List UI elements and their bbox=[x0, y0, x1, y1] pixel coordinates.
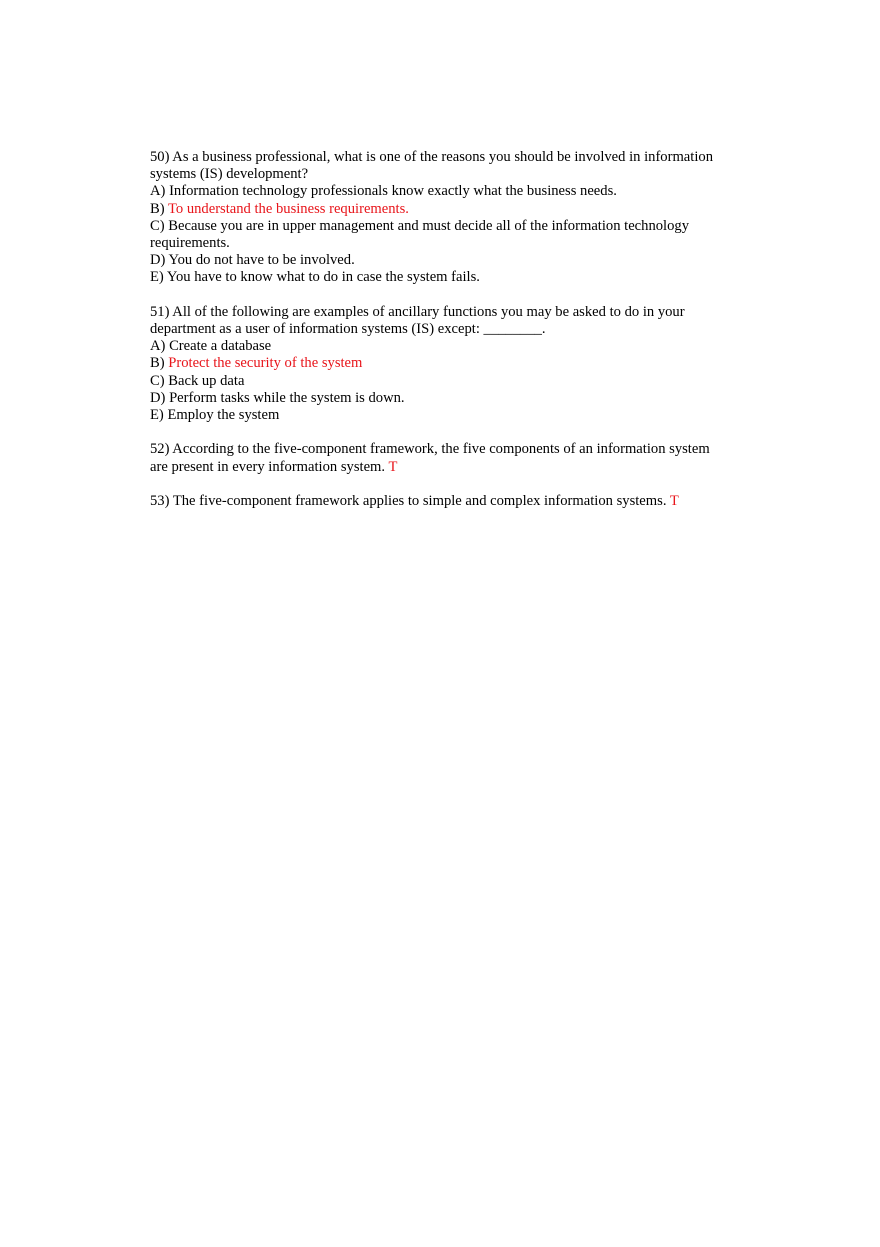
option-c: C) Because you are in upper management and must decide all of the information technology bbox=[150, 217, 689, 234]
option-a: A) Information technology professionals know exactly what the business needs. bbox=[150, 183, 617, 200]
question-stem: systems (IS) development? bbox=[150, 166, 309, 183]
question-stem-last: are present in every information system. T bbox=[150, 458, 398, 475]
question-51 bbox=[150, 304, 750, 424]
option-c: C) Back up data bbox=[150, 372, 245, 389]
option-d: D) Perform tasks while the system is down. bbox=[150, 389, 405, 406]
option-text: Information technology professionals know exactly what the business needs. bbox=[169, 183, 617, 200]
option-text: Protect the security of the system bbox=[168, 355, 363, 372]
option-text: Because you are in upper management and must decide all of the information technology bbox=[168, 217, 689, 234]
option-text: Employ the system bbox=[167, 407, 280, 424]
option-d: D) You do not have to be involved. bbox=[150, 252, 355, 269]
option-text: To understand the business requirements. bbox=[167, 200, 409, 217]
option-c-continued: requirements. bbox=[150, 235, 230, 252]
question-stem: 51) All of the following are examples of ancillary functions you may be asked to do in your bbox=[150, 303, 685, 320]
option-e: E) You have to know what to do in case the system fails. bbox=[150, 269, 480, 286]
document-page bbox=[150, 149, 750, 527]
option-a: A) Create a database bbox=[150, 338, 272, 355]
question-52 bbox=[150, 441, 750, 475]
option-text: Create a database bbox=[169, 338, 272, 355]
question-50 bbox=[150, 149, 750, 287]
option-b-correct: B) Protect the security of the system bbox=[150, 355, 363, 372]
option-e: E) Employ the system bbox=[150, 407, 280, 424]
option-text: Perform tasks while the system is down. bbox=[169, 389, 405, 406]
answer-true: T bbox=[669, 493, 679, 510]
question-53 bbox=[150, 493, 750, 510]
question-stem: 52) According to the five-component framework, the five components of an information system bbox=[150, 441, 710, 458]
option-text: You do not have to be involved. bbox=[168, 252, 355, 269]
answer-true: T bbox=[388, 458, 398, 475]
option-text: You have to know what to do in case the system fails. bbox=[166, 269, 480, 286]
question-stem: 50) As a business professional, what is one of the reasons you should be involved in information bbox=[150, 149, 713, 165]
option-text: Back up data bbox=[168, 372, 245, 389]
option-b-correct: B) To understand the business requirements. bbox=[150, 200, 409, 217]
question-stem: department as a user of information systems (IS) except: ________. bbox=[150, 321, 546, 338]
question-stem-last: 53) The five-component framework applies to simple and complex information systems. T bbox=[150, 493, 679, 510]
